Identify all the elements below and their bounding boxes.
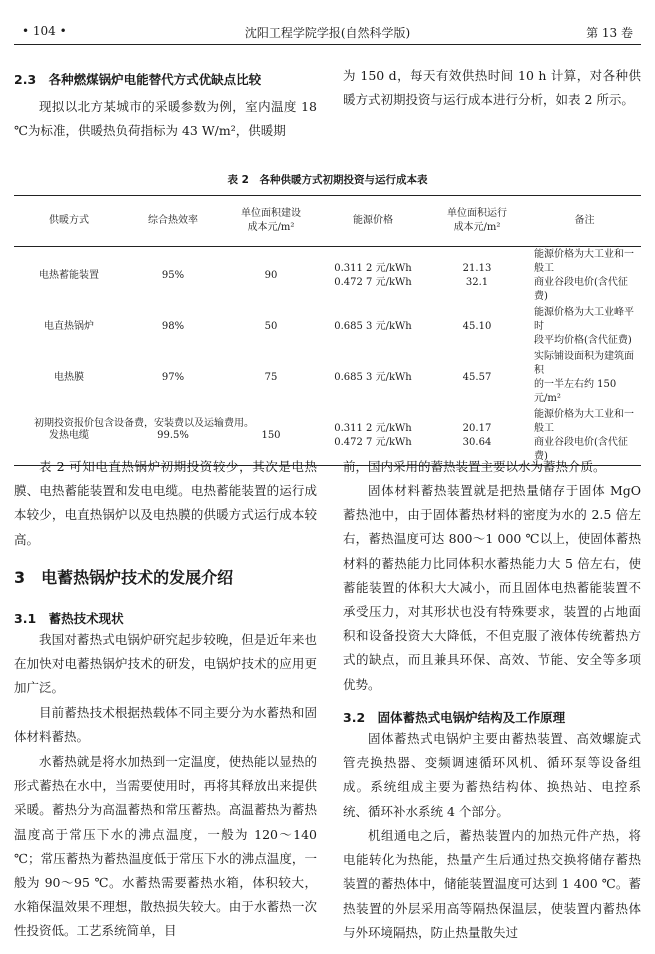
cell-note: 实际铺设面积为建筑面积 的一半左右约 150 元/m²: [534, 351, 634, 404]
right-paragraph-4: 机组通电之后，蓄热装置内的加热元件产热，将电能转化为热能，热量产生后通过热交换将储存蓄热装置的蓄热体中，储能装置温度可达到 1 400 ℃。蓄热装置的外层采用高等隔热保温层，使装置内蓄热体与外环境隔热，防止热量散失过: [343, 828, 641, 940]
cell-run: 45.57: [462, 372, 492, 383]
left-paragraph-3: 目前蓄热技术根据热载体不同主要分为水蓄热和固体材料蓄热。: [14, 705, 317, 745]
run-cost-l1: 单位面积运行: [447, 208, 507, 219]
cell-method: 电直热锅炉: [44, 321, 94, 332]
cell-note: 能源价格为大工业峰平时 段平均价格(含代征费): [534, 307, 634, 346]
cell-note: 能源价格为大工业和一般工 商业谷段电价(含代征费): [534, 249, 634, 302]
cell-build: 50: [264, 321, 278, 332]
col-header-efficiency: 综合热效率: [124, 196, 222, 247]
cell-price: 0.311 2 元/kWh 0.472 7 元/kWh: [334, 263, 412, 288]
col-header-build-cost: [222, 196, 320, 247]
cell-run: 21.13 32.1: [462, 263, 492, 288]
cell-build: 150: [222, 407, 320, 466]
cell-method: 电热膜: [54, 372, 84, 383]
run-cost-l2: 成本元/m²: [453, 222, 501, 233]
cell-note: 能源价格为大工业和一般工 商业谷段电价(含代征费): [528, 407, 641, 466]
cell-build: 75: [264, 372, 278, 383]
section-heading-3: 3 电蓄热锅炉技术的发展介绍: [14, 568, 234, 587]
cell-run: 20.17 30.64: [426, 407, 528, 466]
intro-paragraph-right: 为 150 d，每天有效供热时间 10 h 计算，对各种供暖方式初期投资与运行成本进行分析，如表 2 所示。: [343, 68, 641, 108]
left-paragraph-1: 表 2 可知电直热锅炉初期投资较少，其次是电热膜、电热蓄能装置和发电电缆。电热蓄能装置的运行成本较少，电直热锅炉以及电热膜的供暖方式运行成本较高。: [14, 459, 317, 547]
page-number: • 104 •: [22, 24, 67, 38]
table-row: [14, 305, 641, 349]
cell-price: 0.311 2 元/kWh 0.472 7 元/kWh: [320, 407, 426, 466]
volume-label: 第 13 卷: [586, 26, 633, 40]
col-header-remark: 备注: [528, 196, 641, 247]
right-paragraph-2: 固体材料蓄热装置就是把热量储存于固体 MgO 蓄热池中，由于固体蓄热材料的密度为水的 2.5 倍左右，蓄热温度可达 800～1 000 ℃以上，使固体蓄热材料的蓄热能力比同体积水蓄热能力大 5 倍左右，使蓄能装置的体积大大减小，而且固体电热蓄能装置不承受压力，对其形状也没有特殊要求，装置的占地面积和设备投资大大降低，不但克服了液体传统蓄热方式的缺点，而且兼具环保、高效、节能、安全等多项优势。: [343, 483, 641, 692]
cell-price: 0.685 3 元/kWh: [334, 321, 412, 332]
left-paragraph-2: 我国对蓄热式电锅炉研究起步较晚，但是近年来也在加快对电蓄热锅炉技术的研发，电锅炉技术的应用更加广泛。: [14, 632, 317, 696]
table-row: [14, 349, 641, 407]
build-cost-l2: 成本元/m²: [247, 222, 295, 233]
right-paragraph-1: 前，国内采用的蓄热装置主要以水为蓄热介质。: [343, 459, 606, 474]
section-heading-3-2: 3.2 固体蓄热式电锅炉结构及工作原理: [343, 710, 566, 725]
build-cost-l1: 单位面积建设: [241, 208, 301, 219]
cell-eff: 99.5%: [124, 407, 222, 466]
table-header-row: [14, 196, 641, 247]
left-paragraph-4: 水蓄热就是将水加热到一定温度，使热能以显热的形式蓄热在水中，当需要使用时，再将其释放出来提供采暖。蓄热分为高温蓄热和常压蓄热。高温蓄热为蓄热温度高于常压下水的沸点温度，一般为 120～140 ℃；常压蓄热为蓄热温度低于常压下水的沸点温度，一般为 90～95 ℃。水蓄热需要蓄热水箱，体积较大，水箱保温效果不理想，散热损失较大。由于水蓄热一次性投资低。工艺系统简单，目: [14, 754, 317, 939]
header-rule: [14, 44, 641, 45]
table-row: [14, 247, 641, 306]
section-heading-3-1: 3.1 蓄热技术现状: [14, 611, 124, 626]
journal-title: 沈阳工程学院学报(自然科学版): [244, 26, 411, 40]
cell-method: 电热蓄能装置: [39, 270, 99, 281]
table-caption: 表 2 各种供暖方式初期投资与运行成本表: [227, 174, 428, 186]
table-footnote: 初期投资报价包含设备费，安装费以及运输费用。: [34, 418, 254, 429]
cell-eff: 97%: [161, 372, 185, 383]
col-header-run-cost: [426, 196, 528, 247]
cell-method: 发热电缆: [14, 407, 124, 466]
cell-price: 0.685 3 元/kWh: [334, 372, 412, 383]
cell-run: 45.10: [462, 321, 492, 332]
col-header-energy-price: 能源价格: [320, 196, 426, 247]
right-paragraph-3: 固体蓄热式电锅炉主要由蓄热装置、高效螺旋式管壳换热器、变频调速循环风机、循环泵等设备组成。系统组成主要为蓄热结构体、换热站、电控系统、循环补水系统 4 个部分。: [343, 731, 641, 819]
intro-paragraph-left: 现拟以北方某城市的采暖参数为例，室内温度 18 ℃为标准，供暖热负荷指标为 43 W/m²，供暖期: [14, 99, 317, 139]
cell-eff: 98%: [161, 321, 185, 332]
col-header-method: 供暖方式: [14, 196, 124, 247]
cell-eff: 95%: [161, 270, 185, 281]
section-heading-2-3: 2.3 各种燃煤锅炉电能替代方式优缺点比较: [14, 72, 262, 87]
cell-build: 90: [264, 270, 278, 281]
